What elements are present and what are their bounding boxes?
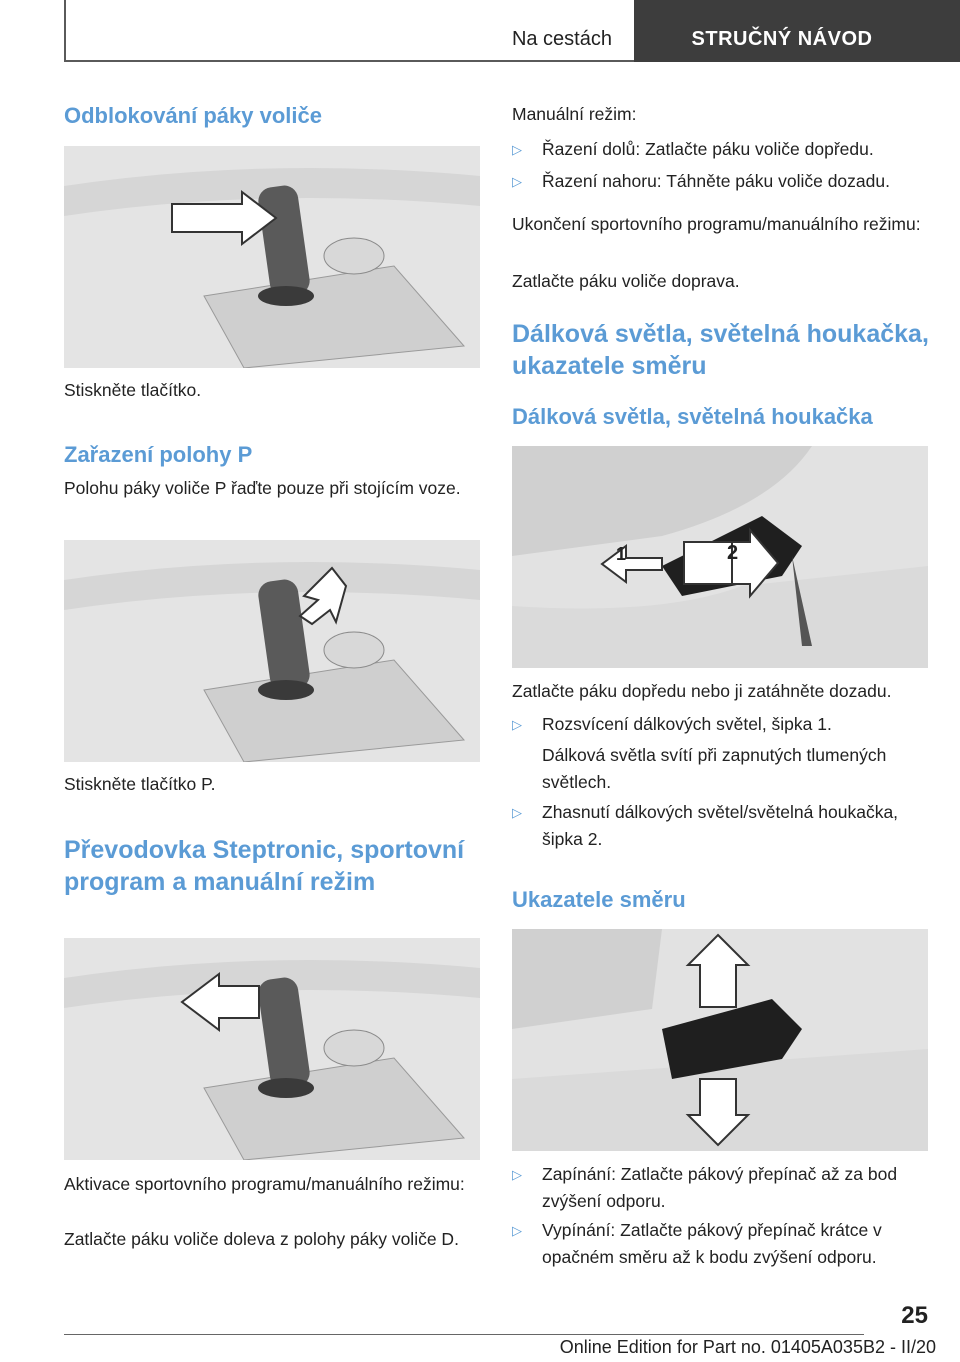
footer-edition: Online Edition for Part no. 01405A035B2 - II/20 [559, 1337, 936, 1357]
figure-selector-lever-park [64, 540, 480, 762]
text-end-1: Ukončení sportovního programu/manuálního režimu: [512, 214, 921, 234]
heading-park: Zařazení polohy P [64, 442, 253, 467]
header-chapter: STRUČNÝ NÁVOD [691, 28, 873, 50]
text-manual: Manuální režim: [512, 104, 637, 124]
figure-turn-signal-lever [512, 929, 928, 1151]
text-push-pull: Zatlačte páku dopředu nebo ji zatáhněte dozadu. [512, 681, 892, 701]
arrow-label-1: 1 [616, 544, 627, 564]
text-sport-2: Zatlačte páku voliče doleva z polohy páky voliče D. [64, 1229, 459, 1249]
triangle-right-icon: ▷ [512, 174, 522, 189]
text-unlock: Stiskněte tlačítko. [64, 380, 202, 400]
triangle-right-icon: ▷ [512, 1223, 522, 1238]
list-item-shift-down: ▷ Řazení dolů: Zatlačte páku voliče dopředu. [512, 136, 930, 163]
header-section: Na cestách [511, 28, 612, 50]
triangle-right-icon: ▷ [512, 805, 522, 820]
list-item-high-beam-on: ▷ Rozsvícení dálkových světel, šipka 1. [512, 711, 930, 738]
text-park-2: Stiskněte tlačítko P. [64, 774, 216, 794]
list-item-high-beam-off: ▷ Zhasnutí dálkových světel/světelná houkačka, šipka 2. [512, 799, 930, 853]
heading-unlock: Odblokování páky voliče [64, 103, 322, 128]
figure-high-beam-lever [512, 446, 928, 668]
heading-high-beam: Dálková světla, světelná houkačka [512, 404, 873, 429]
list-item-turn-off: ▷ Vypínání: Zatlačte pákový přepínač krátce v opačném směru až k bodu zvýšení odporu. [512, 1217, 930, 1271]
heading-lights: Dálková světla, světelná houkačka, ukazatele směru [512, 320, 929, 380]
page-number: 25 [901, 1302, 928, 1329]
text-sport-1: Aktivace sportovního programu/manuálního režimu: [64, 1174, 465, 1194]
triangle-right-icon: ▷ [512, 1167, 522, 1182]
triangle-right-icon: ▷ [512, 142, 522, 157]
figure-selector-lever-unlock [64, 146, 480, 368]
text-park-1: Polohu páky voliče P řaďte pouze při stojícím voze. [64, 478, 461, 498]
list-item-turn-on: ▷ Zapínání: Zatlačte pákový přepínač až za bod zvýšení odporu. [512, 1161, 930, 1215]
arrow-label-2: 2 [727, 542, 739, 564]
footer-rule [64, 1334, 864, 1335]
figure-selector-lever-sport [64, 938, 480, 1160]
header-chapter-tab [634, 0, 960, 62]
triangle-right-icon: ▷ [512, 717, 522, 732]
list-item-shift-up: ▷ Řazení nahoru: Táhněte páku voliče dozadu. [512, 168, 930, 195]
text-high-beam-note: Dálková světla svítí při zapnutých tlumených světlech. [542, 745, 887, 792]
heading-steptronic: Převodovka Steptronic, sportovní program a manuální režim [64, 836, 465, 896]
text-end-2: Zatlačte páku voliče doprava. [512, 271, 740, 291]
header-frame [64, 0, 650, 62]
heading-turn-signals: Ukazatele směru [512, 887, 686, 912]
